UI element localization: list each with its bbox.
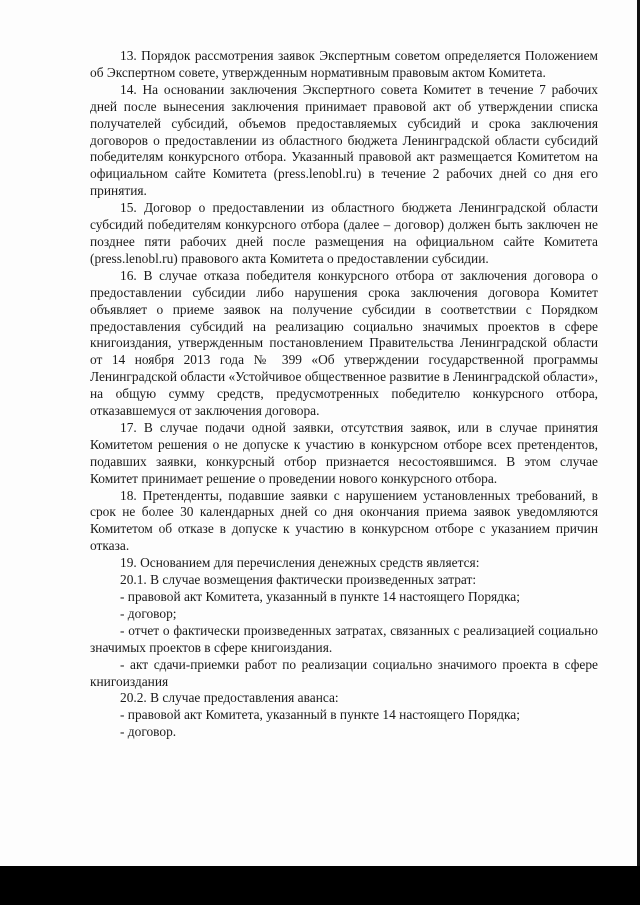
paragraph-18: 18. Претенденты, подавшие заявки с нарушением установленных требований, в срок не более 30 календарных дней со дня окончания приема заявок уведомляются Комитетом об отказе в допуске к участию в конкурсном отборе с указанием причин отказа.: [90, 487, 598, 554]
list-item: - отчет о фактически произведенных затратах, связанных с реализацией социально значимых проектов в сфере книгоиздания.: [90, 622, 598, 655]
paragraph-14: 14. На основании заключения Экспертного совета Комитет в течение 7 рабочих дней после вынесения заключения принимает правовой акт об утверждении списка получателей субсидий, объемов предоставляемых субсидий и срока заключения договоров о предоставлении из областного бюджета Ленинградской области субсидий победителям конкурсного отбора. Указанный правовой акт размещается Комитетом на официальном сайте Комитета (press.lenobl.ru) в течение 2 рабочих дней со дня его принятия.: [90, 81, 598, 199]
paragraph-17: 17. В случае подачи одной заявки, отсутствия заявок, или в случае принятия Комитетом решения о не допуске к участию в конкурсном отборе всех претендентов, подавших заявки, конкурсный отбор признается несостоявшимся. В этом случае Комитет принимает решение о проведении нового конкурсного отбора.: [90, 419, 598, 486]
list-item: - правовой акт Комитета, указанный в пункте 14 настоящего Порядка;: [120, 707, 520, 723]
paragraph-19: 19. Основанием для перечисления денежных средств является:: [120, 555, 480, 571]
scan-border-bottom: [0, 866, 640, 905]
list-item: - договор;: [120, 605, 177, 621]
paragraph-13: 13. Порядок рассмотрения заявок Экспертным советом определяется Положением об Экспертном совете, утвержденным нормативным правовым актом Комитета.: [90, 48, 598, 80]
paragraph-20-2: 20.2. В случае предоставления аванса:: [120, 690, 339, 706]
document-body: [90, 48, 598, 741]
list-item: - акт сдачи-приемки работ по реализации социально значимого проекта в сфере книгоиздания: [90, 656, 598, 689]
paragraph-15: 15. Договор о предоставлении из областного бюджета Ленинградской области субсидий победителям конкурсного отбора (далее – договор) должен быть заключен не позднее пяти рабочих дней после размещения на официальном сайте Комитета (press.lenobl.ru) правового акта Комитета о предоставлении субсидии.: [90, 200, 598, 266]
list-item: - правовой акт Комитета, указанный в пункте 14 настоящего Порядка;: [120, 589, 520, 604]
paragraph-20-1: 20.1. В случае возмещения фактически произведенных затрат:: [120, 572, 477, 588]
paragraph-16: 16. В случае отказа победителя конкурсного отбора от заключения договора о предоставлении субсидии либо нарушения срока заключения договора Комитет объявляет о приеме заявок на получение субсидии в соответствии с Порядком предоставления субсидий на реализацию социально значимых проектов в сфере книгоиздания, утвержденным постановлением Правительства Ленинградской области от 14 ноября 2013 года № 399 «Об утверждении государственной программы Ленинградской области «Устойчивое общественное развитие в Ленинградской области», на общую сумму средств, предусмотренных победителю конкурсного отбора, отказавшемуся от заключения договора.: [90, 267, 598, 419]
list-item: - договор.: [120, 724, 177, 740]
